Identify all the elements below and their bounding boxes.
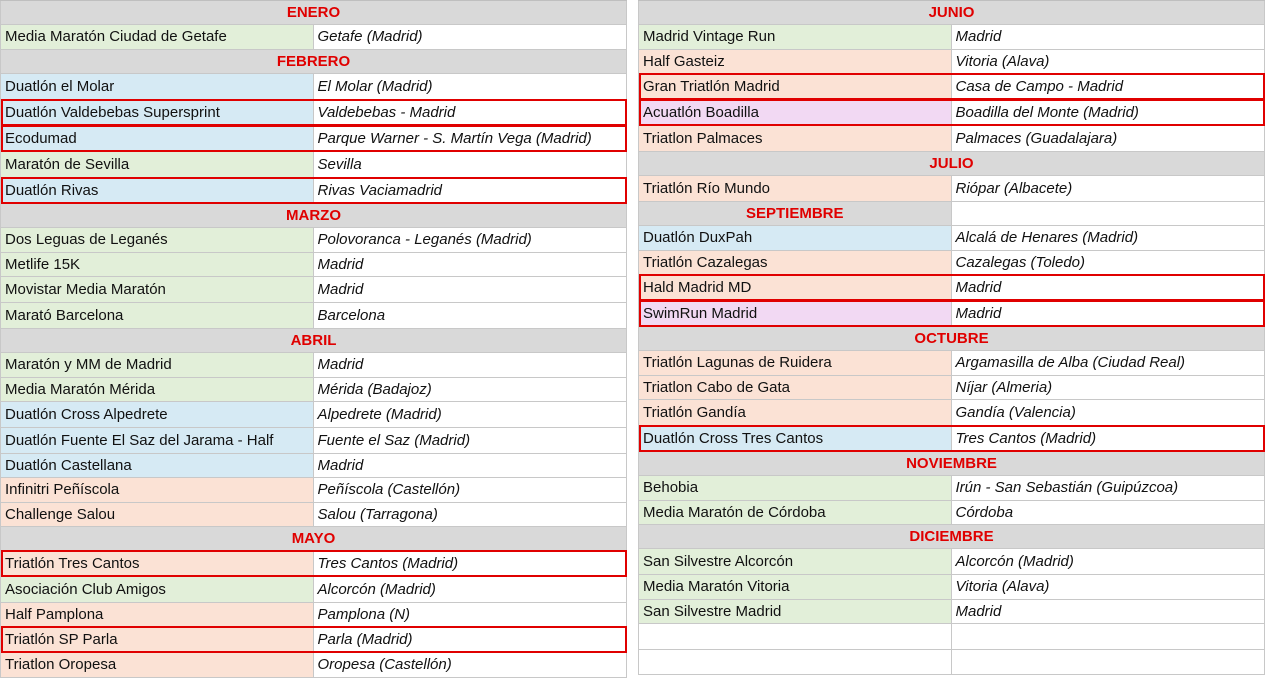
event-row — [0, 178, 627, 204]
event-name-cell[interactable]: Triatlón SP Parla — [1, 627, 314, 652]
event-location-cell[interactable]: Madrid — [314, 253, 628, 276]
event-location-cell[interactable]: El Molar (Madrid) — [314, 74, 628, 99]
event-name-cell[interactable]: Infinitri Peñíscola — [1, 478, 314, 502]
event-location-cell[interactable]: Peñíscola (Castellón) — [314, 478, 628, 502]
event-name-cell[interactable]: Behobia — [639, 476, 952, 500]
event-location-cell[interactable]: Barcelona — [314, 303, 628, 328]
month-header-enero — [0, 1, 627, 25]
event-row — [638, 301, 1265, 327]
month-label: NOVIEMBRE — [639, 452, 1265, 475]
month-label: JULIO — [639, 152, 1265, 175]
event-location-cell[interactable]: Madrid — [952, 600, 1266, 623]
event-row — [0, 653, 627, 678]
event-row — [0, 25, 627, 50]
month-label: SEPTIEMBRE — [639, 202, 952, 225]
event-row — [0, 74, 627, 100]
event-name-cell[interactable]: Triatlón Tres Cantos — [1, 551, 314, 576]
calendar-left-column — [0, 0, 627, 678]
event-name-cell[interactable]: Duatlón Cross Tres Cantos — [639, 426, 952, 451]
event-name-cell[interactable]: Gran Triatlón Madrid — [639, 74, 952, 99]
event-name-cell[interactable]: Triatlón Lagunas de Ruidera — [639, 351, 952, 375]
event-row — [0, 478, 627, 503]
event-location-cell[interactable]: Argamasilla de Alba (Ciudad Real) — [952, 351, 1266, 375]
event-location-cell[interactable]: Alcorcón (Madrid) — [952, 549, 1266, 574]
month-header-julio — [638, 152, 1265, 176]
event-name-cell[interactable]: Duatlón Valdebebas Supersprint — [1, 100, 314, 125]
event-location-cell[interactable]: Casa de Campo - Madrid — [952, 74, 1266, 99]
event-location-cell[interactable]: Parla (Madrid) — [314, 627, 628, 652]
event-row — [638, 400, 1265, 426]
event-row — [638, 126, 1265, 152]
event-name-cell[interactable]: SwimRun Madrid — [639, 301, 952, 326]
event-location-cell[interactable]: Getafe (Madrid) — [314, 25, 628, 49]
month-label: ENERO — [1, 1, 627, 24]
event-name-cell[interactable]: Media Maratón de Córdoba — [639, 501, 952, 524]
event-row — [638, 600, 1265, 624]
event-name-cell[interactable]: Acuatlón Boadilla — [639, 100, 952, 125]
event-name-cell[interactable]: Dos Leguas de Leganés — [1, 228, 314, 252]
month-label: MARZO — [1, 204, 627, 227]
event-row — [0, 627, 627, 653]
event-name-cell[interactable]: Duatlón Rivas — [1, 178, 314, 203]
event-name-cell[interactable]: Madrid Vintage Run — [639, 25, 952, 49]
event-location-cell[interactable] — [952, 650, 1266, 674]
event-row — [638, 624, 1265, 650]
event-location-cell[interactable]: Polovoranca - Leganés (Madrid) — [314, 228, 628, 252]
event-row — [0, 503, 627, 527]
event-row — [638, 275, 1265, 301]
event-name-cell[interactable]: Triatlon Cabo de Gata — [639, 376, 952, 399]
event-location-cell[interactable]: Madrid — [314, 454, 628, 477]
event-location-cell[interactable]: Níjar (Almeria) — [952, 376, 1266, 399]
event-location-cell[interactable]: Córdoba — [952, 501, 1266, 524]
event-row — [0, 402, 627, 428]
month-label: ABRIL — [1, 329, 627, 352]
event-location-cell[interactable]: Alpedrete (Madrid) — [314, 402, 628, 427]
event-name-cell[interactable]: Asociación Club Amigos — [1, 577, 314, 602]
month-header-febrero — [0, 50, 627, 74]
event-row — [638, 376, 1265, 400]
event-location-cell[interactable]: Pamplona (N) — [314, 603, 628, 626]
event-location-cell[interactable]: Parque Warner - S. Martín Vega (Madrid) — [314, 126, 628, 151]
event-name-cell[interactable]: Half Pamplona — [1, 603, 314, 626]
event-name-cell[interactable]: Media Maratón Ciudad de Getafe — [1, 25, 314, 49]
event-name-cell[interactable]: Duatlón Castellana — [1, 454, 314, 477]
event-name-cell[interactable]: Ecodumad — [1, 126, 314, 151]
event-row — [0, 277, 627, 303]
event-name-cell[interactable]: San Silvestre Madrid — [639, 600, 952, 623]
event-row — [638, 176, 1265, 202]
event-location-cell[interactable]: Vitoria (Alava) — [952, 575, 1266, 599]
empty-cell[interactable] — [952, 202, 1266, 225]
event-location-cell[interactable]: Mérida (Badajoz) — [314, 378, 628, 401]
event-name-cell[interactable]: Triatlón Cazalegas — [639, 251, 952, 274]
event-name-cell[interactable]: Maratón y MM de Madrid — [1, 353, 314, 377]
event-location-cell[interactable]: Madrid — [314, 277, 628, 302]
event-location-cell[interactable]: Riópar (Albacete) — [952, 176, 1266, 201]
event-name-cell[interactable] — [639, 624, 952, 649]
event-location-cell[interactable]: Madrid — [952, 275, 1266, 300]
event-name-cell[interactable]: Media Maratón Vitoria — [639, 575, 952, 599]
month-header-junio — [638, 1, 1265, 25]
event-location-cell[interactable]: Sevilla — [314, 152, 628, 177]
event-name-cell[interactable]: Triatlón Gandía — [639, 400, 952, 425]
event-name-cell[interactable]: Triatlón Río Mundo — [639, 176, 952, 201]
event-name-cell[interactable]: Duatlón Fuente El Saz del Jarama - Half — [1, 428, 314, 453]
month-header-marzo — [0, 204, 627, 228]
event-row — [0, 228, 627, 253]
event-name-cell[interactable]: San Silvestre Alcorcón — [639, 549, 952, 574]
event-row — [638, 575, 1265, 600]
event-location-cell[interactable]: Madrid — [952, 301, 1266, 326]
event-name-cell[interactable]: Marató Barcelona — [1, 303, 314, 328]
event-row — [638, 650, 1265, 675]
event-name-cell[interactable] — [639, 650, 952, 674]
event-location-cell[interactable] — [952, 624, 1266, 649]
event-location-cell[interactable]: Rivas Vaciamadrid — [314, 178, 628, 203]
event-row — [0, 152, 627, 178]
event-name-cell[interactable]: Challenge Salou — [1, 503, 314, 526]
event-row — [0, 253, 627, 277]
event-location-cell[interactable]: Oropesa (Castellón) — [314, 653, 628, 677]
month-header-noviembre — [638, 452, 1265, 476]
month-header-diciembre — [638, 525, 1265, 549]
month-label: OCTUBRE — [639, 327, 1265, 350]
event-name-cell[interactable]: Maratón de Sevilla — [1, 152, 314, 177]
event-row — [638, 501, 1265, 525]
month-header-abril — [0, 329, 627, 353]
calendar-right-column — [638, 0, 1265, 675]
event-name-cell[interactable]: Metlife 15K — [1, 253, 314, 276]
event-row — [0, 551, 627, 577]
month-header-octubre — [638, 327, 1265, 351]
event-location-cell[interactable]: Valdebebas - Madrid — [314, 100, 628, 125]
event-name-cell[interactable]: Half Gasteiz — [639, 50, 952, 73]
month-header-mayo — [0, 527, 627, 551]
event-row — [0, 378, 627, 402]
event-row — [0, 577, 627, 603]
event-row — [638, 50, 1265, 74]
event-location-cell[interactable]: Gandía (Valencia) — [952, 400, 1266, 425]
event-location-cell[interactable]: Tres Cantos (Madrid) — [314, 551, 628, 576]
event-row — [0, 303, 627, 329]
event-location-cell[interactable]: Palmaces (Guadalajara) — [952, 126, 1266, 151]
event-row — [638, 476, 1265, 501]
event-row — [638, 74, 1265, 100]
event-name-cell[interactable]: Movistar Media Maratón — [1, 277, 314, 302]
month-label: FEBRERO — [1, 50, 627, 73]
event-row — [0, 100, 627, 126]
event-location-cell[interactable]: Madrid — [952, 25, 1266, 49]
month-header-septiembre — [638, 202, 1265, 226]
event-row — [638, 351, 1265, 376]
event-name-cell[interactable]: Hald Madrid MD — [639, 275, 952, 300]
event-row — [638, 25, 1265, 50]
event-row — [638, 426, 1265, 452]
month-label: DICIEMBRE — [639, 525, 1265, 548]
event-row — [638, 226, 1265, 251]
event-name-cell[interactable]: Triatlon Palmaces — [639, 126, 952, 151]
event-location-cell[interactable]: Madrid — [314, 353, 628, 377]
event-row — [638, 549, 1265, 575]
event-location-cell[interactable]: Alcalá de Henares (Madrid) — [952, 226, 1266, 250]
event-name-cell[interactable]: Duatlón el Molar — [1, 74, 314, 99]
event-location-cell[interactable]: Cazalegas (Toledo) — [952, 251, 1266, 274]
event-name-cell[interactable]: Duatlón DuxPah — [639, 226, 952, 250]
event-location-cell[interactable]: Fuente el Saz (Madrid) — [314, 428, 628, 453]
event-row — [0, 603, 627, 627]
event-location-cell[interactable]: Boadilla del Monte (Madrid) — [952, 100, 1266, 125]
event-location-cell[interactable]: Salou (Tarragona) — [314, 503, 628, 526]
event-row — [0, 454, 627, 478]
event-row — [0, 428, 627, 454]
event-name-cell[interactable]: Duatlón Cross Alpedrete — [1, 402, 314, 427]
event-row — [0, 126, 627, 152]
month-label: MAYO — [1, 527, 627, 550]
event-location-cell[interactable]: Irún - San Sebastián (Guipúzcoa) — [952, 476, 1266, 500]
event-row — [638, 251, 1265, 275]
event-name-cell[interactable]: Media Maratón Mérida — [1, 378, 314, 401]
month-label: JUNIO — [639, 1, 1265, 24]
event-location-cell[interactable]: Alcorcón (Madrid) — [314, 577, 628, 602]
event-row — [638, 100, 1265, 126]
event-row — [0, 353, 627, 378]
event-location-cell[interactable]: Vitoria (Alava) — [952, 50, 1266, 73]
event-name-cell[interactable]: Triatlon Oropesa — [1, 653, 314, 677]
event-location-cell[interactable]: Tres Cantos (Madrid) — [952, 426, 1266, 451]
